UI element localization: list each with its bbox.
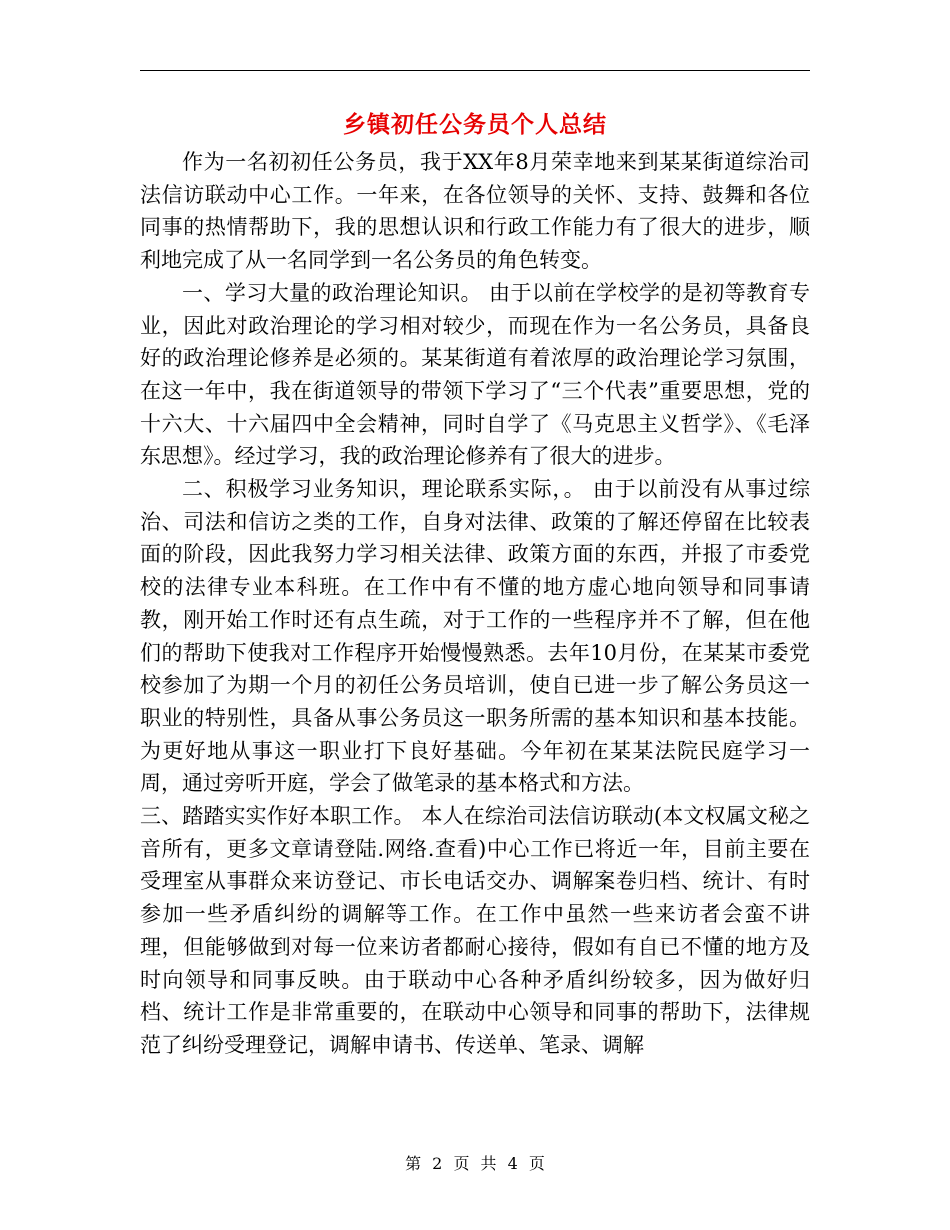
document-body xyxy=(140,146,810,1062)
header-rule xyxy=(140,70,810,71)
paragraph-section-2: 二、积极学习业务知识，理论联系实际，。 由于以前没有从事过综治、司法和信访之类的工作，自身对法律、政策的了解还停留在比较表面的阶段，因此我努力学习相关法律、政策方面的东西，并报了市委党校的法律专业本科班。在工作中有不懂的地方虚心地向领导和同事请教，刚开始工作时还有点生疏，对于工作的一些程序并不了解，但在他们的帮助下使我对工作程序开始慢慢熟悉。去年10月份，在某某市委党校参加了为期一个月的初任公务员培训，使自已进一步了解公务员这一职业的特别性，具备从事公务员这一职务所需的基本知识和基本技能。为更好地从事这一职业打下良好基础。今年初在某某法院民庭学习一周，通过旁听开庭，学会了做笔录的基本格式和方法。 xyxy=(140,477,810,796)
paragraph-intro: 作为一名初初任公务员，我于XX年8月荣幸地来到某某街道综治司法信访联动中心工作。一年来，在各位领导的关怀、支持、鼓舞和各位同事的热情帮助下，我的思想认识和行政工作能力有了很大的进步，顺利地完成了从一名同学到一名公务员的角色转变。 xyxy=(140,150,810,273)
paragraph-section-1: 一、学习大量的政治理论知识。 由于以前在学校学的是初等教育专业，因此对政治理论的学习相对较少，而现在作为一名公务员，具备良好的政治理论修养是必须的。某某街道有着浓厚的政治理论学习氛围，在这一年中，我在街道领导的带领下学习了“三个代表”重要思想，党的十六大、十六届四中全会精神，同时自学了《马克思主义哲学》、《毛泽东思想》。经过学习，我的政治理论修养有了很大的进步。 xyxy=(140,280,810,469)
paragraph-section-3: 三、踏踏实实作好本职工作。 本人在综治司法信访联动(本文权属文秘之音所有，更多文章请登陆.网络.查看)中心工作已将近一年，目前主要在受理室从事群众来访登记、市长电话交办、调解案卷归档、统计、有时参加一些矛盾纠纷的调解等工作。在工作中虽然一些来访者会蛮不讲理，但能够做到对每一位来访者都耐心接待，假如有自已不懂的地方及时向领导和同事反映。由于联动中心各种矛盾纠纷较多，因为做好归档、统计工作是非常重要的，在联动中心领导和同事的帮助下，法律规范了纠纷受理登记，调解申请书、传送单、笔录、调解 xyxy=(140,804,810,1057)
document-title: 乡镇初任公务员个人总结 xyxy=(343,111,607,138)
page-number-footer: 第 2 页 共 4 页 xyxy=(405,1154,545,1173)
